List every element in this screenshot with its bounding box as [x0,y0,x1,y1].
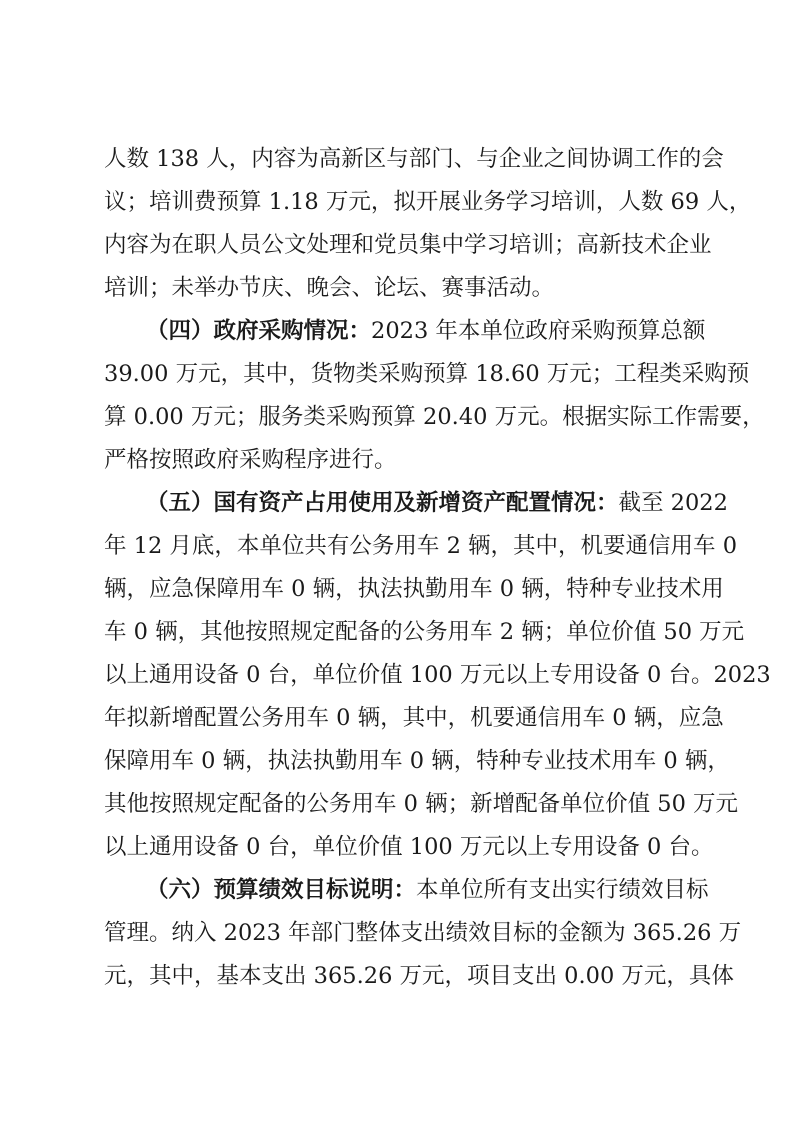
text-line: 内容为在职人员公文处理和党员集中学习培训；高新技术企业 [104,232,712,258]
text-line: 培训；未举办节庆、晚会、论坛、赛事活动。 [104,275,555,301]
section-text: 2023 年本单位政府采购预算总额 [371,318,706,344]
text-line: 元，其中，基本支出 365.26 万元，项目支出 0.00 万元，具体 [104,963,734,989]
section-heading: （四）政府采购情况： [146,318,372,344]
text-line: 车 0 辆，其他按照规定配备的公务用车 2 辆；单位价值 50 万元 [104,619,745,645]
section-heading: （六）预算绩效目标说明： [146,877,417,903]
section-four-first-line [146,312,706,350]
text-line: 算 0.00 万元；服务类采购预算 20.40 万元。根据实际工作需要， [104,404,765,430]
text-line: 严格按照政府采购程序进行。 [104,447,397,473]
text-line: 以上通用设备 0 台，单位价值 100 万元以上专用设备 0 台。 [104,834,714,860]
section-heading: （五）国有资产占用使用及新增资产配置情况： [146,490,619,516]
text-line: 以上通用设备 0 台，单位价值 100 万元以上专用设备 0 台。2023 [104,662,771,688]
text-line: 保障用车 0 辆，执法执勤用车 0 辆，特种专业技术用车 0 辆， [104,748,730,774]
text-line: 年 12 月底，本单位共有公务用车 2 辆，其中，机要通信用车 0 [104,533,738,559]
text-line: 其他按照规定配备的公务用车 0 辆；新增配备单位价值 50 万元 [104,791,739,817]
text-line: 辆，应急保障用车 0 辆，执法执勤用车 0 辆，特种专业技术用 [104,576,724,602]
section-six-first-line [146,871,709,909]
section-text: 本单位所有支出实行绩效目标 [416,877,709,903]
section-text: 截至 2022 [618,490,728,516]
text-line: 39.00 万元，其中，货物类采购预算 18.60 万元；工程类采购预 [104,361,750,387]
text-line: 人数 138 人，内容为高新区与部门、与企业之间协调工作的会 [104,146,724,172]
text-line: 年拟新增配置公务用车 0 辆，其中，机要通信用车 0 辆，应急 [104,705,724,731]
text-line: 管理。纳入 2023 年部门整体支出绩效目标的金额为 365.26 万 [104,920,742,946]
text-line: 议；培训费预算 1.18 万元，拟开展业务学习培训，人数 69 人， [104,189,752,215]
section-five-first-line [146,484,728,522]
